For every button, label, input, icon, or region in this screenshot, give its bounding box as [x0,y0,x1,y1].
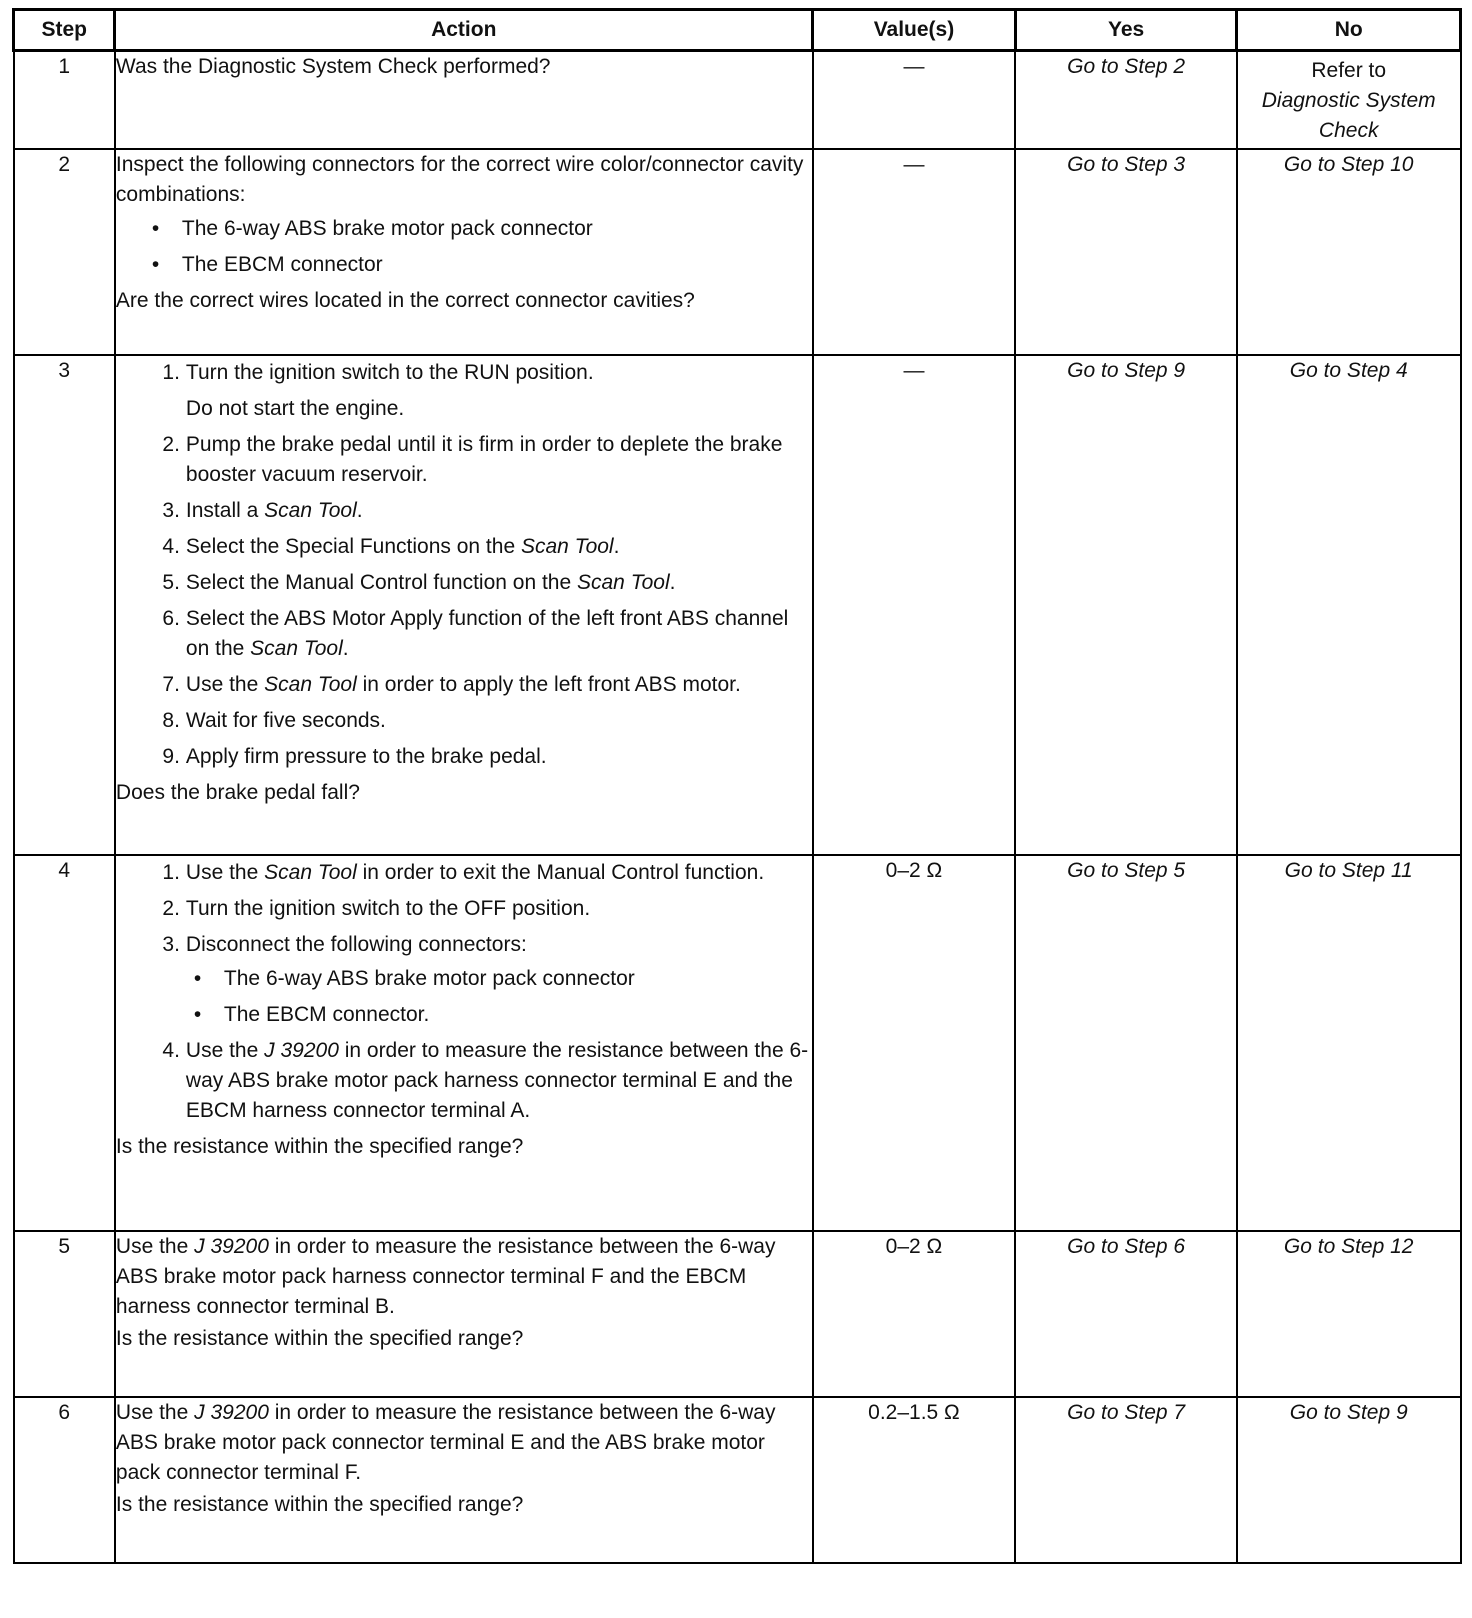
table-row-step-5 [14,1231,1461,1397]
list-item: • The 6-way ABS brake motor pack connector [116,214,812,244]
list-item: 2. Turn the ignition switch to the OFF position. [162,896,591,920]
list-item: 3. Disconnect the following connectors: • The 6-way ABS brake motor pack connector • The EBCM connector. [116,930,812,1030]
procedure-list [116,358,812,772]
action-cell [115,855,813,1231]
action-text: Use the J 39200 in order to measure the resistance between the 6-way ABS brake motor pack harness connector terminal F and the EBCM harness connector terminal B. [115,1234,776,1318]
action-text: Use the J 39200 in order to measure the resistance between the 6-way ABS brake motor pack connector terminal E and the ABS brake motor pack connector terminal F. [115,1400,776,1484]
bullet-icon: • [151,216,160,240]
connector-list [186,964,812,1030]
header-step: Step [14,10,115,51]
value-cell: — [813,355,1016,855]
header-action: Action [115,10,813,51]
action-cell [115,355,813,855]
value-cell: — [813,51,1016,149]
header-row [14,10,1461,51]
action-question: Is the resistance within the specified range? [115,1134,524,1158]
no-link[interactable]: Go to Step 4 [1237,355,1461,855]
action-cell [115,1231,813,1397]
list-item: • The 6-way ABS brake motor pack connector [186,964,812,994]
table-row-step-2 [14,149,1461,355]
step-number: 3 [14,355,115,855]
yes-link[interactable]: Go to Step 6 [1015,1231,1237,1397]
value-cell: — [813,149,1016,355]
yes-link[interactable]: Go to Step 2 [1015,51,1237,149]
list-item-note: Do not start the engine. [185,396,405,420]
connector-list [116,214,812,280]
action-question: Is the resistance within the specified range? [115,1492,524,1516]
yes-link[interactable]: Go to Step 3 [1015,149,1237,355]
table-row-step-4 [14,855,1461,1231]
action-intro: Inspect the following connectors for the correct wire color/connector cavity combinations: [115,152,804,206]
list-item: 9. Apply firm pressure to the brake pedal. [162,744,547,768]
no-link[interactable]: Go to Step 9 [1237,1397,1461,1563]
table-row-step-6 [14,1397,1461,1563]
step-number: 6 [14,1397,115,1563]
value-cell: 0–2 Ω [813,855,1016,1231]
yes-link[interactable]: Go to Step 5 [1015,855,1237,1231]
step-number: 4 [14,855,115,1231]
list-item: 5. Select the Manual Control function on the Scan Tool. [162,570,676,594]
action-cell [115,1397,813,1563]
action-question: Does the brake pedal fall? [115,780,360,804]
list-item: 4. Use the J 39200 in order to measure the resistance between the 6-way ABS brake motor pack harness connector terminal E and the EBCM harness connector terminal A. [162,1038,809,1122]
action-question: Is the resistance within the specified range? [115,1326,524,1350]
bullet-icon: • [151,252,160,276]
step-number: 2 [14,149,115,355]
bullet-icon: • [193,1002,202,1026]
action-cell [115,51,813,149]
diagnostic-system-check-link[interactable]: Diagnostic System Check [1261,89,1436,142]
list-item: 6. Select the ABS Motor Apply function of the left front ABS channel on the Scan Tool. [162,606,789,660]
list-item: • The EBCM connector [116,250,812,280]
no-link[interactable]: Go to Step 11 [1237,855,1461,1231]
table-row-step-3 [14,355,1461,855]
procedure-list [116,858,812,1126]
list-item: 8. Wait for five seconds. [162,708,386,732]
action-question: Are the correct wires located in the correct connector cavities? [115,288,695,312]
bullet-icon: • [193,966,202,990]
no-link[interactable]: Go to Step 12 [1237,1231,1461,1397]
list-item: 1. Use the Scan Tool in order to exit the Manual Control function. [162,860,765,884]
list-item: 3. Install a Scan Tool. [162,498,363,522]
diagnostic-table [12,8,1462,1564]
yes-link[interactable]: Go to Step 9 [1015,355,1237,855]
value-cell: 0.2–1.5 Ω [813,1397,1016,1563]
action-text: Was the Diagnostic System Check performed? [115,55,551,78]
no-link[interactable]: Go to Step 10 [1237,149,1461,355]
step-number: 1 [14,51,115,149]
list-item: 1. Turn the ignition switch to the RUN position. [162,360,594,384]
list-item: 4. Select the Special Functions on the Scan Tool. [162,534,620,558]
header-values: Value(s) [813,10,1016,51]
step-number: 5 [14,1231,115,1397]
header-no: No [1237,10,1461,51]
list-item: 2. Pump the brake pedal until it is firm in order to deplete the brake booster vacuum reservoir. [162,432,783,486]
refer-to-text: Refer to [1311,59,1387,82]
no-cell [1237,51,1461,149]
list-item: 7. Use the Scan Tool in order to apply the left front ABS motor. [162,672,741,696]
yes-link[interactable]: Go to Step 7 [1015,1397,1237,1563]
header-yes: Yes [1015,10,1237,51]
table-row-step-1 [14,51,1461,149]
value-cell: 0–2 Ω [813,1231,1016,1397]
action-cell [115,149,813,355]
list-item: • The EBCM connector. [186,1000,812,1030]
